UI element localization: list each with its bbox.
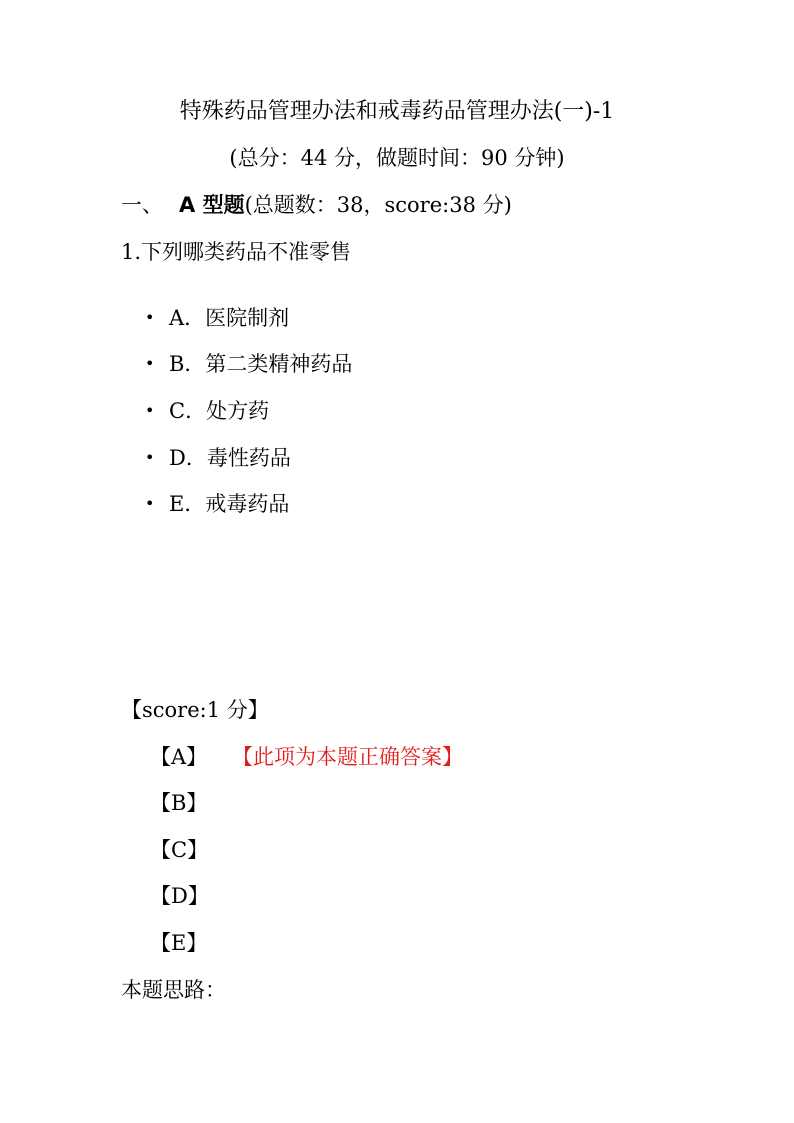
section-number: 一、 <box>121 193 163 217</box>
answer-row-b <box>150 791 232 816</box>
option-label: D．毒性药品 <box>169 446 291 470</box>
bullet-icon: • <box>145 308 155 327</box>
answer-row-c <box>150 838 232 863</box>
document-title: 特殊药品管理办法和戒毒药品管理办法(一)-1 <box>179 99 615 124</box>
answer-letter: 【D】 <box>150 884 209 908</box>
option-label: E．戒毒药品 <box>169 492 290 516</box>
correct-answer-tag: 【此项为本题正确答案】 <box>232 745 463 769</box>
option-label: A．医院制剂 <box>169 306 290 330</box>
section-info: (总题数：38，score:38 分) <box>244 193 512 217</box>
analysis-label: 本题思路： <box>121 978 226 1002</box>
option-a <box>145 306 289 331</box>
question-text: 1.下列哪类药品不准零售 <box>121 240 352 264</box>
option-c <box>145 399 269 424</box>
bullet-icon: • <box>145 354 155 373</box>
option-label: B．第二类精神药品 <box>169 352 353 376</box>
answer-row-d <box>150 884 232 909</box>
answer-letter: 【C】 <box>150 838 209 862</box>
answer-row-a <box>150 745 463 770</box>
bullet-icon: • <box>145 448 155 467</box>
section-heading <box>121 193 512 218</box>
answer-letter: 【A】 <box>150 745 208 769</box>
answer-letter: 【B】 <box>150 791 208 815</box>
answer-row-e <box>150 931 232 956</box>
option-d <box>145 446 291 471</box>
answer-letter: 【E】 <box>150 931 208 955</box>
option-e <box>145 492 289 517</box>
document-subtitle: (总分：44 分，做题时间：90 分钟) <box>229 146 565 170</box>
section-type: A 型题 <box>179 193 245 217</box>
score-line: 【score:1 分】 <box>121 698 269 722</box>
bullet-icon: • <box>145 494 155 513</box>
option-b <box>145 352 352 377</box>
bullet-icon: • <box>145 401 155 420</box>
option-label: C．处方药 <box>169 399 270 423</box>
